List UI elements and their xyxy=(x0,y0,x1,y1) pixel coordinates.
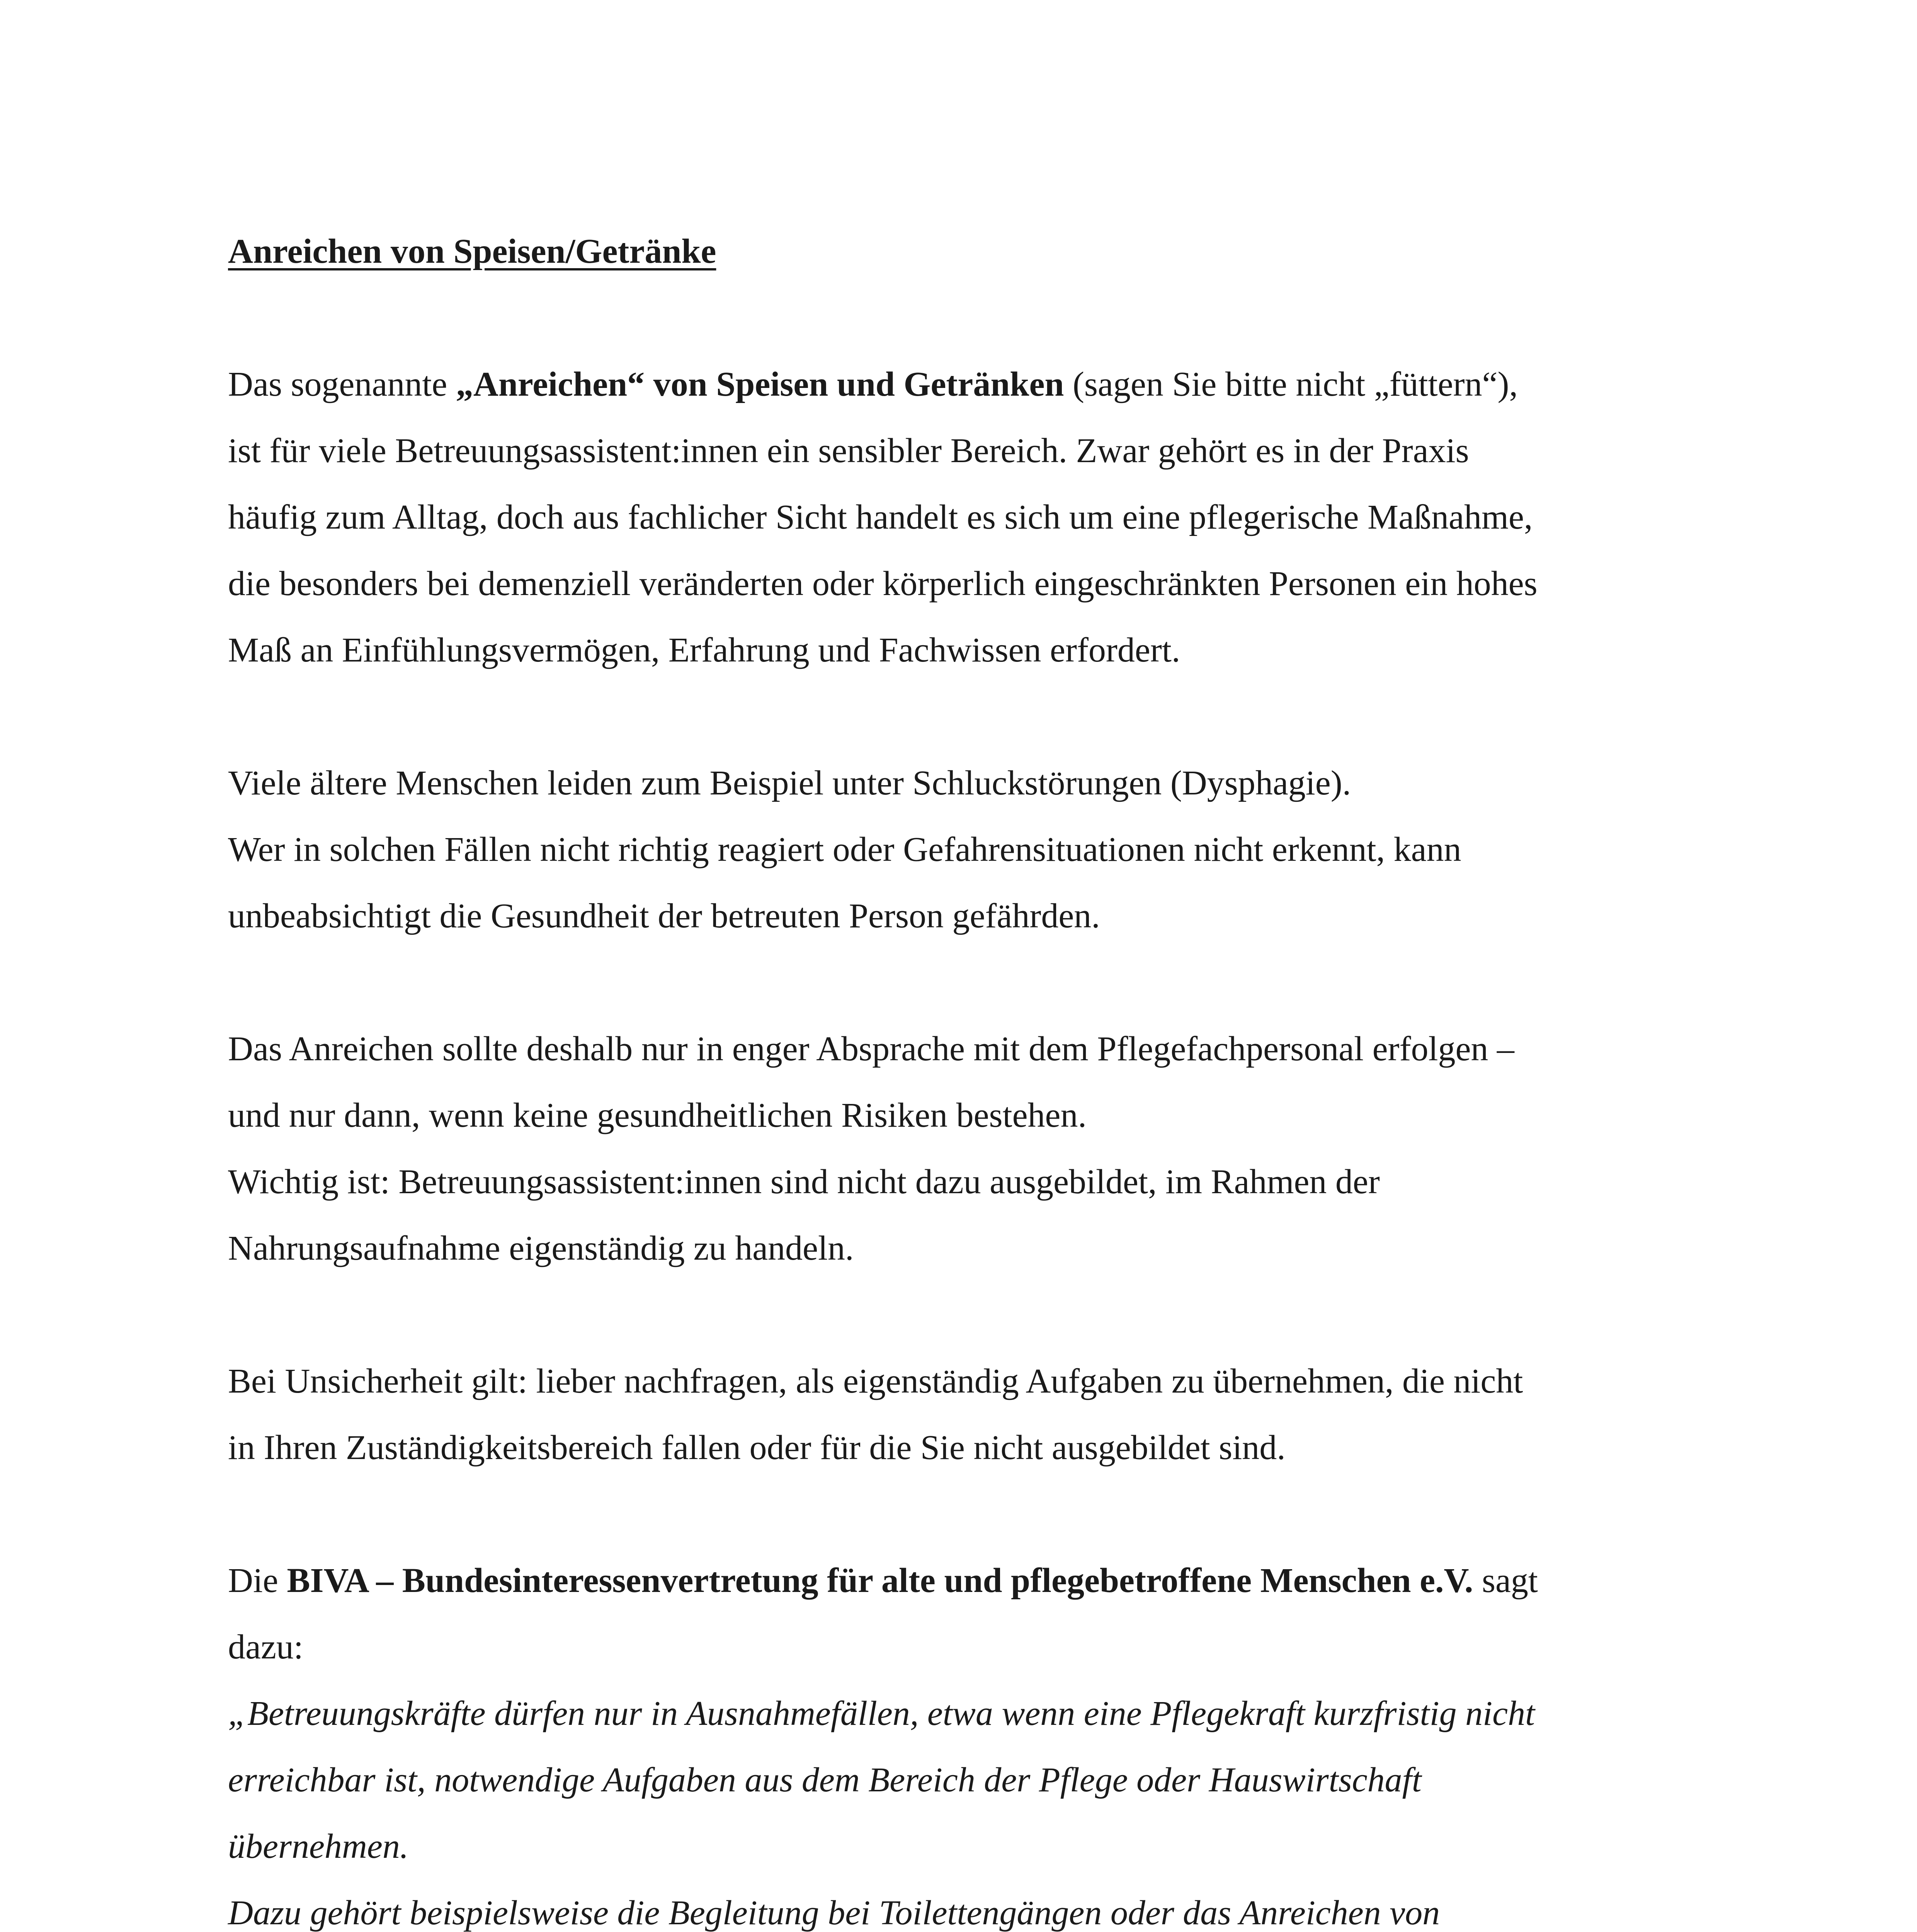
quote-line: erreichbar ist, notwendige Aufgaben aus dem Bereich der Pflege oder Hauswirtschaft xyxy=(228,1761,1422,1799)
quote-line: „Betreuungskräfte dürfen nur in Ausnahmefällen, etwa wenn eine Pflegekraft kurzfristig nicht xyxy=(228,1694,1535,1733)
paragraph-coordination xyxy=(228,1016,1720,1282)
paragraph-line: und nur dann, wenn keine gesundheitlichen Risiken bestehen. xyxy=(228,1096,1087,1134)
quote-line: übernehmen. xyxy=(228,1827,409,1866)
text-run: Die xyxy=(228,1561,287,1600)
text-run: sagt xyxy=(1473,1561,1538,1600)
paragraph-line: Das Anreichen sollte deshalb nur in enger Absprache mit dem Pflegefachpersonal erfolgen – xyxy=(228,1030,1514,1068)
paragraph-biva xyxy=(228,1548,1720,1932)
bold-term: „Anreichen“ von Speisen und Getränken xyxy=(456,365,1064,403)
paragraph-line: häufig zum Alltag, doch aus fachlicher Sicht handelt es sich um eine pflegerische Maßnahme, xyxy=(228,498,1533,536)
paragraph-line: Nahrungsaufnahme eigenständig zu handeln. xyxy=(228,1229,854,1267)
paragraph-uncertainty xyxy=(228,1348,1720,1481)
section-heading: Anreichen von Speisen/Getränke xyxy=(228,232,716,270)
quote-line: Dazu gehört beispielsweise die Begleitung bei Toilettengängen oder das Anreichen von xyxy=(228,1894,1440,1932)
organization-name: BIVA – Bundesinteressenvertretung für alte und pflegebetroffene Menschen e.V. xyxy=(287,1561,1473,1600)
paragraph-line: Wichtig ist: Betreuungsassistent:innen sind nicht dazu ausgebildet, im Rahmen der xyxy=(228,1163,1380,1201)
paragraph-line: Wer in solchen Fällen nicht richtig reagiert oder Gefahrensituationen nicht erkennt, kann xyxy=(228,830,1461,869)
paragraph-line: in Ihren Zuständigkeitsbereich fallen oder für die Sie nicht ausgebildet sind. xyxy=(228,1429,1286,1467)
paragraph-line: die besonders bei demenziell veränderten oder körperlich eingeschränkten Personen ein hohes xyxy=(228,565,1538,603)
paragraph-line: unbeabsichtigt die Gesundheit der betreuten Person gefährden. xyxy=(228,897,1100,935)
text-run: Das sogenannte xyxy=(228,365,456,403)
paragraph-dysphagia xyxy=(228,750,1720,949)
paragraph-line: dazu: xyxy=(228,1628,303,1666)
page-content xyxy=(228,218,1720,1932)
paragraph-line: Viele ältere Menschen leiden zum Beispiel unter Schluckstörungen (Dysphagie). xyxy=(228,764,1351,802)
text-run: (sagen Sie bitte nicht „füttern“), xyxy=(1064,365,1518,403)
paragraph-line: Maß an Einfühlungsvermögen, Erfahrung und Fachwissen erfordert. xyxy=(228,631,1180,669)
paragraph-line xyxy=(228,351,1720,418)
paragraph-line xyxy=(228,1548,1720,1614)
paragraph-line: Bei Unsicherheit gilt: lieber nachfragen, als eigenständig Aufgaben zu übernehmen, die nicht xyxy=(228,1362,1523,1400)
paragraph-intro xyxy=(228,351,1720,684)
paragraph-line: ist für viele Betreuungsassistent:innen ein sensibler Bereich. Zwar gehört es in der Praxis xyxy=(228,432,1469,470)
